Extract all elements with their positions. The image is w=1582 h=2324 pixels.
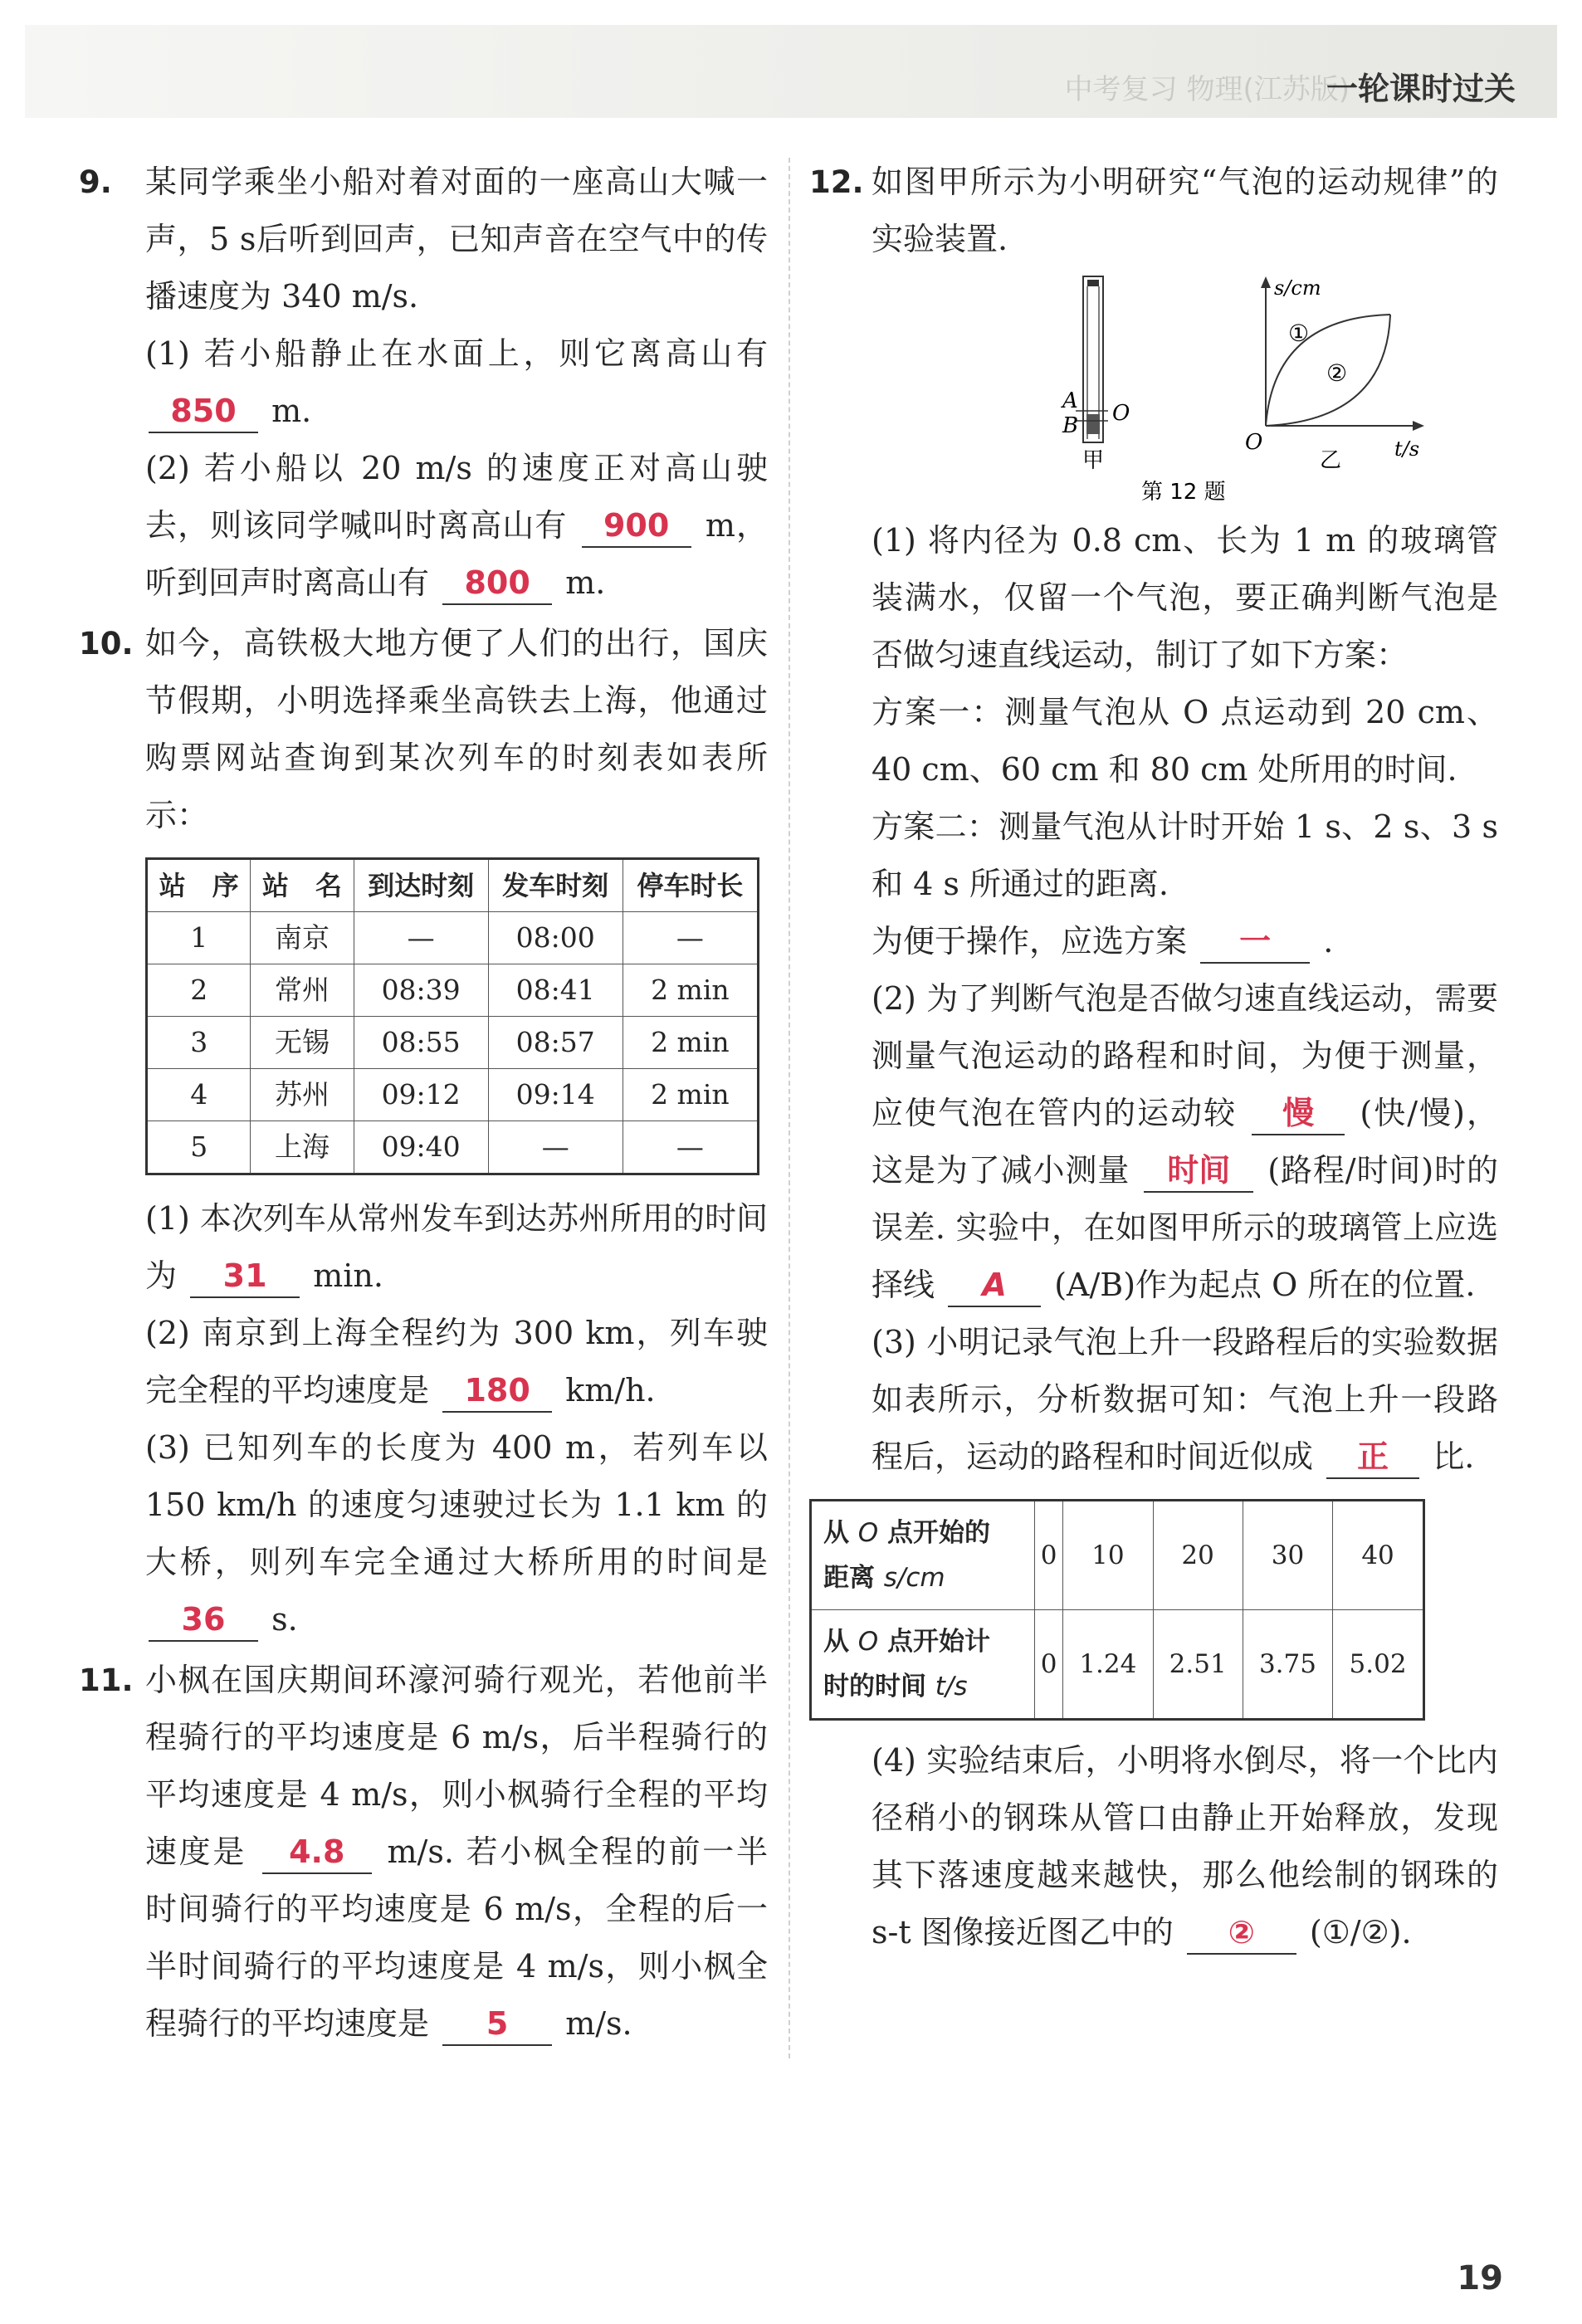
column-header: 到达时刻 <box>354 859 488 912</box>
answer-blank: 正 <box>1326 1436 1419 1479</box>
page-header-band <box>25 25 1557 118</box>
line-a-label: A <box>1062 388 1078 413</box>
figure-12 <box>872 275 1498 507</box>
figure-12-svg <box>930 275 1511 507</box>
column-divider <box>789 158 790 2058</box>
curve-1-label: ① <box>1288 320 1310 347</box>
question-12 <box>809 154 1498 1961</box>
line-b-label: B <box>1062 413 1079 438</box>
question-stem: 如今，高铁极大地方便了人们的出行，国庆节假期，小明选择乘坐高铁去上海，他通过购票网站查询到某次列车的时刻表如表所示： <box>145 625 768 833</box>
header-book-title: 中考复习 物理(江苏版) <box>1064 73 1350 106</box>
bubble-data-table <box>809 1499 1425 1721</box>
header-series-title: 一轮课时过关 <box>1326 71 1516 107</box>
figure-jia-label: 甲 <box>1082 448 1105 473</box>
sub-question-1: (1) 将内径为 0.8 cm、长为 1 m 的玻璃管装满水，仅留一个气泡，要正确判断气泡是否做匀速直线运动，制订了如下方案： <box>872 522 1498 673</box>
answer-blank: 慢 <box>1252 1092 1345 1135</box>
table-row: 4 苏州 09:12 09:14 2 min <box>147 1069 759 1121</box>
right-column <box>809 154 1498 1961</box>
answer-blank: 时间 <box>1144 1150 1253 1193</box>
question-number: 10. <box>79 626 134 662</box>
sub-question-2: (2) 南京到上海全程约为 300 km，列车驶完全程的平均速度是 180 km/h. <box>145 1305 768 1419</box>
question-9 <box>79 154 768 612</box>
figure-yi-label: 乙 <box>1320 448 1342 473</box>
answer-blank: 900 <box>582 505 691 548</box>
sub-question-3: (3) 已知列车的长度为 400 m，若列车以 150 km/h 的速度匀速驶过长为 1.1 km 的大桥，则列车完全通过大桥所用的时间是 36 s. <box>145 1419 768 1648</box>
curve-2-label: ② <box>1326 359 1348 387</box>
table-row: 从 O 点开始的 距离 s/cm 0 10 20 30 40 <box>811 1501 1424 1610</box>
origin-label: O <box>1245 430 1263 455</box>
plan-1: 方案一：测量气泡从 O 点运动到 20 cm、40 cm、60 cm 和 80 cm 处所用的时间. <box>872 694 1498 788</box>
answer-blank: 一 <box>1200 920 1310 964</box>
sub-question-1: (1) 若小船静止在水面上，则它离高山有 850 m. <box>145 325 768 440</box>
column-header: 发车时刻 <box>488 859 623 912</box>
page-number: 19 <box>1457 2259 1503 2297</box>
glass-tube-diagram <box>1061 276 1130 473</box>
table-row: 5 上海 09:40 — — <box>147 1121 759 1174</box>
figure-caption: 第 12 题 <box>1141 480 1226 505</box>
table-header-row <box>147 859 759 912</box>
answer-blank: 5 <box>442 2003 552 2046</box>
column-header: 站 序 <box>147 859 251 912</box>
answer-blank: 31 <box>190 1255 300 1298</box>
sub-question-2: (2) 为了判断气泡是否做匀速直线运动，需要测量气泡运动的路程和时间，为便于测量，应使气泡在管内的运动较 慢 (快/慢)，这是为了减小测量 时间 (路程/时间)时的误差. 实验中，在如图甲所示的玻璃管上应选择线 A (A/B)作为起点 O 所在的位置. <box>872 970 1498 1314</box>
axis-y-label: s/cm <box>1274 276 1321 300</box>
sub-question-3: (3) 小明记录气泡上升一段路程后的实验数据如表所示，分析数据可知：气泡上升一段路程后，运动的路程和时间近似成 正 比. <box>872 1314 1498 1486</box>
answer-blank: A <box>948 1264 1041 1307</box>
question-stem: 某同学乘坐小船对着对面的一座高山大喊一声，5 s后听到回声，已知声音在空气中的传播速度为 340 m/s. <box>145 164 768 315</box>
left-column <box>79 154 768 2053</box>
answer-blank: 180 <box>442 1370 552 1413</box>
row-header: 从 O 点开始的 距离 s/cm <box>811 1501 1035 1610</box>
row-header: 从 O 点开始计 时的时间 t/s <box>811 1610 1035 1720</box>
table-row: 3 无锡 08:55 08:57 2 min <box>147 1017 759 1069</box>
train-timetable <box>145 857 759 1175</box>
question-stem: 小枫在国庆期间环濠河骑行观光，若他前半程骑行的平均速度是 6 m/s，后半程骑行的平均速度是 4 m/s，则小枫骑行全程的平均速度是 4.8 m/s. 若小枫全程的前一半时间骑行的平均速度是 6 m/s，全程的后一半时间骑行的平均速度是 4 m/s，则小枫全程骑行的平均速度是 5 m/s. <box>145 1652 768 2053</box>
table-row: 1 南京 — 08:00 — <box>147 912 759 964</box>
column-header: 停车时长 <box>623 859 758 912</box>
question-number: 11. <box>79 1662 134 1698</box>
question-stem: 如图甲所示为小明研究“气泡的运动规律”的实验装置. <box>872 164 1498 257</box>
question-number: 9. <box>79 164 112 200</box>
s-t-graph <box>1245 276 1424 473</box>
question-11 <box>79 1652 768 2053</box>
sub-question-4: (4) 实验结束后，小明将水倒尽，将一个比内径稍小的钢珠从管口由静止开始释放，发现其下落速度越来越快，那么他绘制的钢珠的 s-t 图像接近图乙中的 ② (①/②). <box>872 1732 1498 1961</box>
answer-blank: 36 <box>149 1599 258 1642</box>
plan-2: 方案二：测量气泡从计时开始 1 s、2 s、3 s 和 4 s 所通过的距离. <box>872 808 1498 902</box>
table-row: 从 O 点开始计 时的时间 t/s 0 1.24 2.51 3.75 5.02 <box>811 1610 1424 1720</box>
answer-blank: 4.8 <box>262 1831 372 1874</box>
table-row: 2 常州 08:39 08:41 2 min <box>147 964 759 1017</box>
sub-question-1-answer: 为便于操作，应选方案 一 . <box>872 913 1498 970</box>
sub-question-2: (2) 若小船以 20 m/s 的速度正对高山驶去，则该同学喊叫时离高山有 900 m，听到回声时离高山有 800 m. <box>145 440 768 612</box>
question-10 <box>79 615 768 1648</box>
point-o-label: O <box>1112 401 1130 426</box>
sub-question-1: (1) 本次列车从常州发车到达苏州所用的时间为 31 min. <box>145 1190 768 1305</box>
answer-blank: 850 <box>149 390 258 433</box>
axis-x-label: t/s <box>1394 437 1420 461</box>
answer-blank: 800 <box>442 562 552 605</box>
answer-blank: ② <box>1187 1911 1296 1955</box>
question-number: 12. <box>809 164 864 200</box>
column-header: 站 名 <box>251 859 354 912</box>
